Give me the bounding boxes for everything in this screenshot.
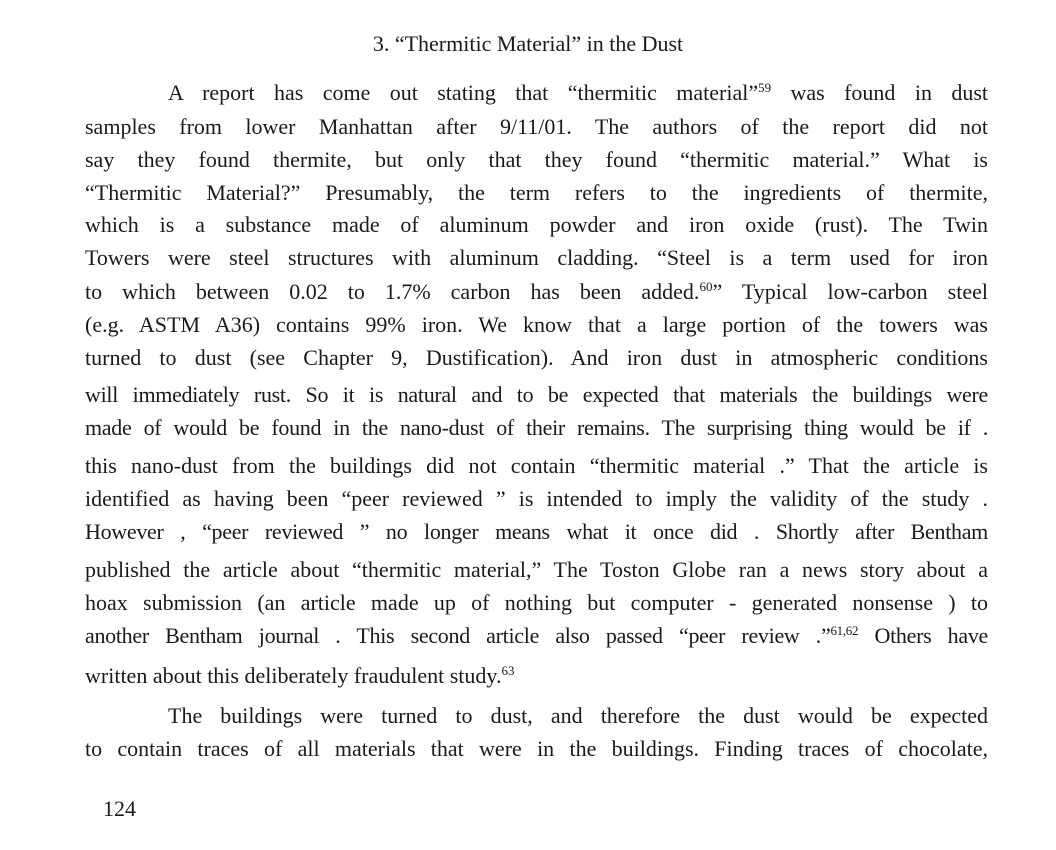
paragraph-line: will immediately rust. So it is natural and to be expected that materials the buildings were	[85, 382, 988, 407]
paragraph-line: which is a substance made of aluminum powder and iron oxide (rust). The Twin	[85, 212, 988, 237]
line-text: ” Typical low-carbon steel	[712, 279, 988, 304]
paragraph-line	[168, 79, 988, 107]
page-number: 124	[103, 796, 136, 821]
footnote-ref-59: 59	[758, 80, 772, 95]
paragraph-line: identified as having been “peer reviewed ” is intended to imply the validity of the study .	[85, 486, 988, 511]
paragraph-line: published the article about “thermitic material,” The Toston Globe ran a news story about a	[85, 557, 988, 582]
paragraph-line: to contain traces of all materials that were in the buildings. Finding traces of chocolate,	[85, 736, 988, 761]
paragraph-line: Towers were steel structures with aluminum cladding. “Steel is a term used for iron	[85, 245, 988, 270]
footnote-ref-60: 60	[699, 279, 713, 294]
paragraph-line: However , “peer reviewed ” no longer means what it once did . Shortly after Bentham	[85, 519, 988, 544]
line-text: was found in dust	[771, 80, 989, 105]
line-text: to which between 0.02 to 1.7% carbon has been added.	[85, 279, 700, 304]
paragraph-line: “Thermitic Material?” Presumably, the term refers to the ingredients of thermite,	[85, 180, 988, 205]
paragraph-line	[85, 662, 988, 690]
paragraph-line: turned to dust (see Chapter 9, Dustification). And iron dust in atmospheric conditions	[85, 345, 988, 370]
line-text: written about this deliberately fraudulent study.	[85, 663, 502, 688]
paragraph-line	[85, 278, 988, 306]
paragraph-line: samples from lower Manhattan after 9/11/01. The authors of the report did not	[85, 114, 988, 139]
line-text: another Bentham journal . This second article also passed “peer review .”	[85, 623, 831, 648]
footnote-ref-63: 63	[501, 663, 515, 678]
paragraph-line: made of would be found in the nano-dust of their remains. The surprising thing would be if .	[85, 415, 988, 440]
paragraph-line: say they found thermite, but only that they found “thermitic material.” What is	[85, 147, 988, 172]
line-text: A report has come out stating that “thermitic material”	[168, 80, 759, 105]
footnote-ref-61-62: 61,62	[830, 623, 859, 638]
paragraph-line: (e.g. ASTM A36) contains 99% iron. We know that a large portion of the towers was	[85, 312, 988, 337]
paragraph-line: this nano-dust from the buildings did not contain “thermitic material .” That the article is	[85, 453, 988, 478]
paragraph-line: hoax submission (an article made up of nothing but computer - generated nonsense ) to	[85, 590, 988, 615]
section-heading: 3. “Thermitic Material” in the Dust	[372, 31, 684, 56]
line-text: Others have	[858, 623, 988, 648]
paragraph-line: The buildings were turned to dust, and therefore the dust would be expected	[168, 703, 988, 728]
paragraph-line	[85, 622, 988, 650]
